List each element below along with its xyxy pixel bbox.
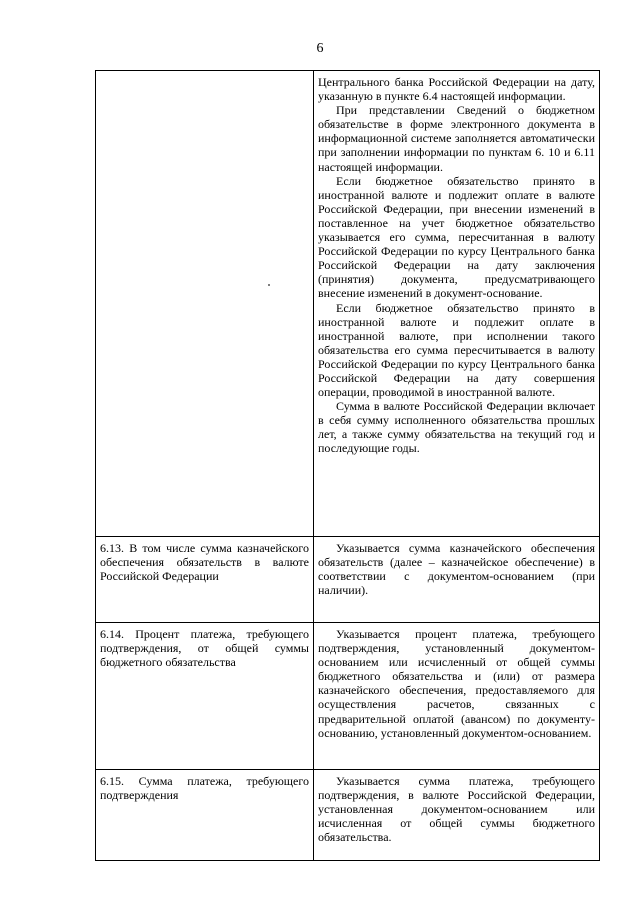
scan-artifact-dot: [268, 284, 270, 286]
description-paragraph: При представлении Сведений о бюджетном обязательстве в форме электронного документа в информационной системе заполняется автоматически при заполнении информации по пунктам 6. 10 и 6.11 настоящей информации.: [318, 103, 595, 174]
description-paragraph: Если бюджетное обязательство принято в иностранной валюте и подлежит оплате в иностранной валюте, при исполнении такого обязательства его сумма пересчитывается в валюту Российской Федерации по курсу Центрального банка Российской Федерации на дату совершения операции, проводимой в иностранной валюте.: [318, 300, 595, 400]
table-row: [96, 770, 600, 861]
row-label-cell: 6.13. В том числе сумма казначейского обеспечения обязательств в валюте Российской Федерации: [96, 537, 314, 623]
row-label-cell: 6.15. Сумма платежа, требующего подтверждения: [96, 770, 314, 861]
row-label-cell: 6.14. Процент платежа, требующего подтверждения, от общей суммы бюджетного обязательства: [96, 623, 314, 770]
description-paragraph: Указывается сумма платежа, требующего подтверждения, в валюте Российской Федерации, установленная документом-основанием или исчисленная от общей суммы бюджетного обязательства.: [318, 774, 595, 845]
table-row: [96, 623, 600, 770]
row-label-cell: [96, 71, 314, 537]
row-description-cell: [314, 623, 600, 770]
description-paragraph: Центрального банка Российской Федерации на дату, указанную в пункте 6.4 настоящей информации.: [318, 75, 595, 104]
row-description-cell: [314, 770, 600, 861]
page-number: 6: [316, 41, 324, 56]
description-paragraph: Указывается процент платежа, требующего подтверждения, установленный документом-основанием или исчисленный от общей суммы бюджетного обязательства и (или) от размера казначейского обеспечения, предоставляемого для осуществления расчетов, связанных с предварительной оплатой (авансом) по документу-основанию, установленный документом-основанием.: [318, 627, 595, 740]
description-paragraph: Указывается сумма казначейского обеспечения обязательств (далее – казначейское обеспечение) в соответствии с документом-основанием (при наличии).: [318, 541, 595, 598]
description-paragraph: Сумма в валюте Российской Федерации включает в себя сумму исполненного обязательства прошлых лет, а также сумму обязательства на текущий год и последующие годы.: [318, 399, 595, 456]
row-description-cell: [314, 71, 600, 537]
document-table: [95, 70, 600, 861]
row-description-cell: [314, 537, 600, 623]
table-row: [96, 71, 600, 537]
description-paragraph: Если бюджетное обязательство принято в иностранной валюте и подлежит оплате в валюте Российской Федерации, при внесении изменений в поставленное на учет бюджетное обязательство указывается его сумма, пересчитанная в валюту Российской Федерации по курсу Центрального банка Российской Федерации на дату заключения (принятия) документа, предусматривающего внесение изменений в документ-основание.: [318, 173, 595, 301]
table-row: [96, 537, 600, 623]
